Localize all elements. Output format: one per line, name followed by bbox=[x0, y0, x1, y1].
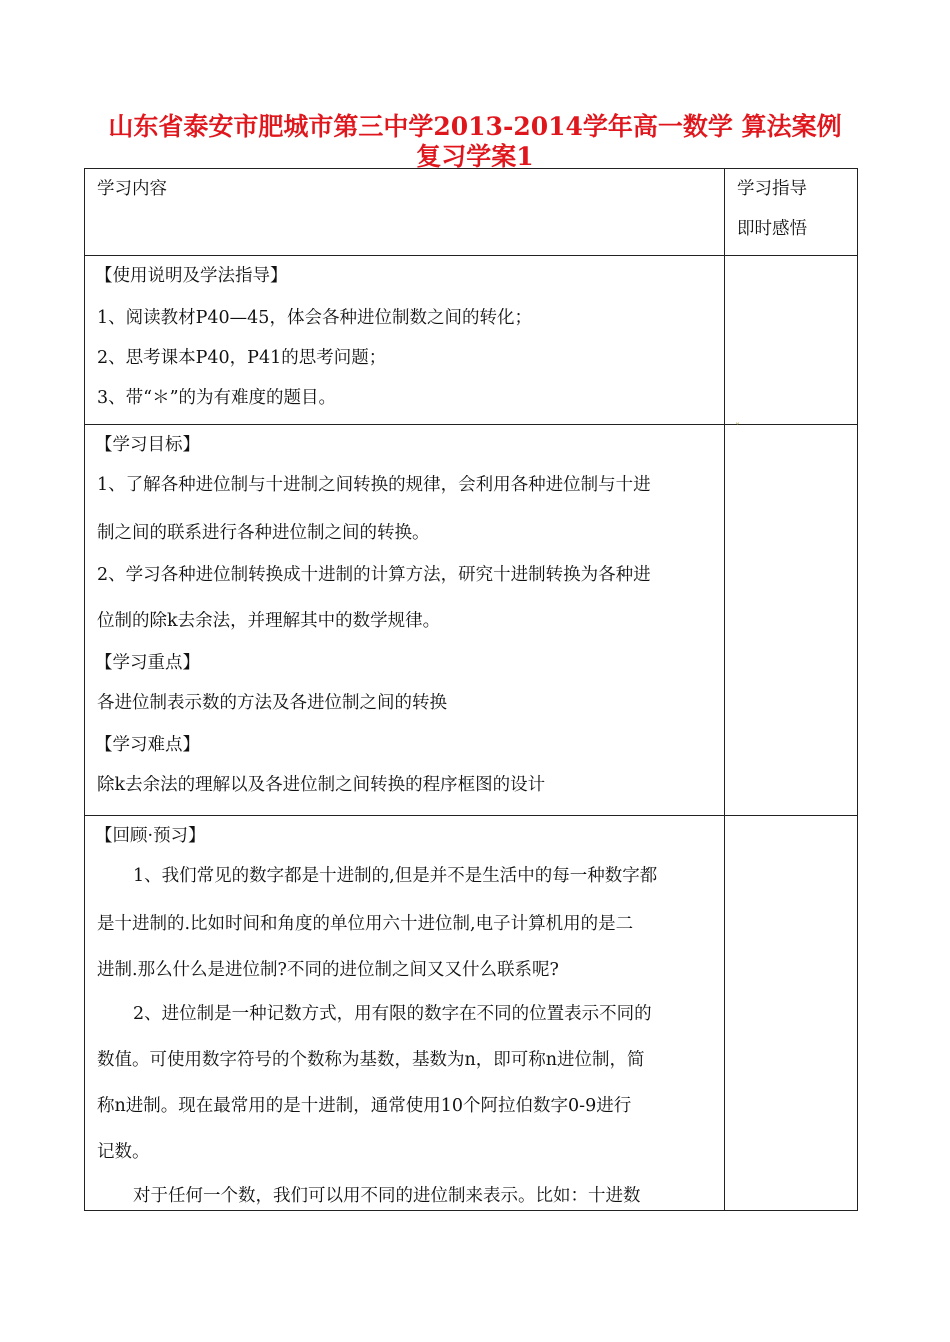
key-text: 各进位制表示数的方法及各进位制之间的转换 bbox=[97, 693, 447, 713]
usage-item: 1、阅读教材P40—45，体会各种进位制数之间的转化； bbox=[97, 308, 532, 328]
difficulty-heading: 【学习难点】 bbox=[95, 735, 200, 755]
review-line: 1、我们常见的数字都是十进制的,但是并不是生活中的每一种数字都 bbox=[133, 866, 658, 886]
review-line: 记数。 bbox=[97, 1142, 150, 1162]
review-side-cell bbox=[725, 816, 858, 1211]
goals-line: 位制的除k去余法，并理解其中的数学规律。 bbox=[97, 611, 441, 631]
study-plan-table bbox=[84, 168, 858, 1211]
usage-item: 3、带“＊”的为有难度的题目。 bbox=[97, 388, 337, 408]
header-guide-cell bbox=[725, 169, 858, 256]
review-line: 称n进制。现在最常用的是十进制，通常使用10个阿拉伯数字0-9进行 bbox=[97, 1096, 632, 1116]
content-label: 学习内容 bbox=[97, 179, 167, 199]
goals-line: 1、了解各种进位制与十进制之间转换的规律，会利用各种进位制与十进 bbox=[97, 475, 651, 495]
tick-mark-icon: ˇ bbox=[735, 423, 740, 434]
goals-side-cell bbox=[725, 425, 858, 816]
review-line: 2、进位制是一种记数方式，用有限的数字在不同的位置表示不同的 bbox=[133, 1004, 652, 1024]
goals-heading: 【学习目标】 bbox=[95, 435, 200, 455]
review-line: 进制.那么什么是进位制?不同的进位制之间又又什么联系呢? bbox=[97, 960, 559, 980]
key-heading: 【学习重点】 bbox=[95, 653, 200, 673]
review-cell bbox=[85, 816, 725, 1211]
goals-cell bbox=[85, 425, 725, 816]
difficulty-text: 除k去余法的理解以及各进位制之间转换的程序框图的设计 bbox=[97, 775, 546, 795]
review-heading: 【回顾·预习】 bbox=[95, 826, 206, 846]
insight-label: 即时感悟 bbox=[737, 219, 807, 239]
goals-line: 2、学习各种进位制转换成十进制的计算方法，研究十进制转换为各种进 bbox=[97, 565, 651, 585]
usage-side-cell bbox=[725, 256, 858, 425]
document-title-line-2: 复习学案1 bbox=[416, 142, 534, 171]
usage-cell bbox=[85, 256, 725, 425]
review-line: 数值。可使用数字符号的个数称为基数，基数为n，即可称n进位制，简 bbox=[97, 1050, 645, 1070]
header-content-cell bbox=[85, 169, 725, 256]
usage-heading: 【使用说明及学法指导】 bbox=[95, 266, 288, 286]
document-title-line-1: 山东省泰安市肥城市第三中学2013-2014学年高一数学 算法案例 bbox=[108, 112, 842, 141]
goals-line: 制之间的联系进行各种进位制之间的转换。 bbox=[97, 523, 430, 543]
usage-item: 2、思考课本P40，P41的思考问题； bbox=[97, 348, 387, 368]
review-line: 是十进制的.比如时间和角度的单位用六十进位制,电子计算机用的是二 bbox=[97, 914, 634, 934]
guide-label: 学习指导 bbox=[737, 179, 807, 199]
review-line: 对于任何一个数，我们可以用不同的进位制来表示。比如：十进数 bbox=[133, 1186, 641, 1206]
